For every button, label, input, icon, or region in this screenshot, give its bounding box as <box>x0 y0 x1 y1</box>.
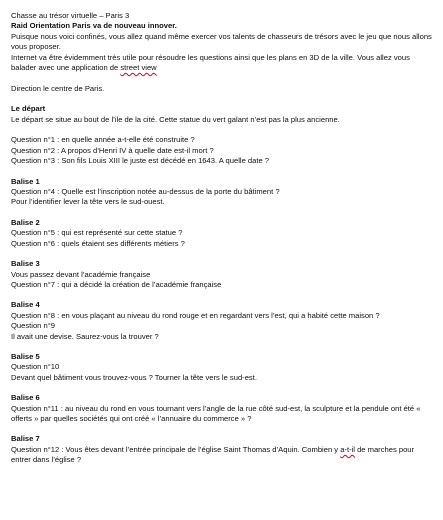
intro-heading: Raid Orientation Paris va de nouveau innover. <box>11 21 177 31</box>
balise-1-hint: Pour l’identifier lever la tête vers le sud-ouest. <box>11 197 165 207</box>
question-12 <box>11 445 435 466</box>
question-10-text: Devant quel bâtiment vous trouvez-vous ? Tourner la tête vers le sud-est. <box>11 372 257 382</box>
depart-heading: Le départ <box>11 104 46 114</box>
balise-6-heading: Balise 6 <box>11 393 40 403</box>
street-view-text: street view <box>120 63 157 73</box>
balise-2-heading: Balise 2 <box>11 217 40 227</box>
question-12-text-start: Question n°12 : Vous êtes devant l’entrée principale de l’église Saint Thomas d’Aquin. Combien y <box>11 444 341 454</box>
balise-3-text: Vous passez devant l’académie française <box>11 269 151 279</box>
direction-text: Direction le centre de Paris. <box>11 83 105 93</box>
spacer <box>11 73 435 83</box>
question-9-text: Il avait une devise. Saurez-vous la trouver ? <box>11 331 159 341</box>
spacer <box>11 125 435 135</box>
question-6: Question n°6 : quels étaient ses différents métiers ? <box>11 238 185 248</box>
intro-paragraph-1: Puisque nous voici confinés, vous allez quand même exercer vos talents de chasseurs de trésors avec le jeu que nous allons vous proposer. <box>11 31 432 52</box>
balise-3-heading: Balise 3 <box>11 259 40 269</box>
document-page <box>11 11 435 466</box>
question-5: Question n°5 : qui est représenté sur cette statue ? <box>11 228 183 238</box>
balise-5-heading: Balise 5 <box>11 351 40 361</box>
intro-paragraph-2-text: Internet va être évidemment très utile pour résoudre les questions ainsi que les plans en 3D de la ville. Vous allez vous balader avec une application de <box>11 52 410 73</box>
intro-paragraph-2 <box>11 53 435 74</box>
balise-4-heading: Balise 4 <box>11 300 40 310</box>
spacer <box>11 290 435 300</box>
spacer <box>11 424 435 434</box>
question-11: Question n°11 : au niveau du rond en vous tournant vers l’angle de la rue côté sud-est, la sculpture et la pendule ont été « offerts » par quelles sociétés qui ont créé « l’annuaire du commerce » ? <box>11 403 421 423</box>
document-title: Chasse au trésor virtuelle – Paris 3 <box>11 11 130 20</box>
question-12-squiggle-word: a-t-il <box>340 444 355 454</box>
spacer <box>11 342 435 352</box>
spacer <box>11 208 435 218</box>
question-3: Question n°3 : Son fils Louis XIII le juste est décédé en 1643. A quelle date ? <box>11 156 270 166</box>
spacer <box>11 167 435 177</box>
question-1: Question n°1 : en quelle année a-t-elle été construite ? <box>11 135 195 145</box>
question-12-text-end: de marches pour entrer dans l’église ? <box>11 444 415 465</box>
spacer <box>11 94 435 104</box>
spacer <box>11 249 435 259</box>
question-7: Question n°7 : qui a décidé la création de l’académie française <box>11 279 222 289</box>
question-8: Question n°8 : en vous plaçant au niveau du rond rouge et en regardant vers l’est, qui a habité cette maison ? <box>11 310 380 320</box>
question-9: Question n°9 <box>11 321 55 331</box>
depart-text: Le départ se situe au bout de l’ile de la cité. Cette statue du vert galant n’est pas la plus ancienne. <box>11 114 340 124</box>
spacer <box>11 383 435 393</box>
question-10: Question n°10 <box>11 362 60 372</box>
question-4: Question n°4 : Quelle est l’inscription notée au-dessus de la porte du bâtiment ? <box>11 187 280 197</box>
question-2: Question n°2 : A propos d’Henri IV à quelle date est-il mort ? <box>11 145 214 155</box>
balise-1-heading: Balise 1 <box>11 176 40 186</box>
balise-7-heading: Balise 7 <box>11 434 40 444</box>
